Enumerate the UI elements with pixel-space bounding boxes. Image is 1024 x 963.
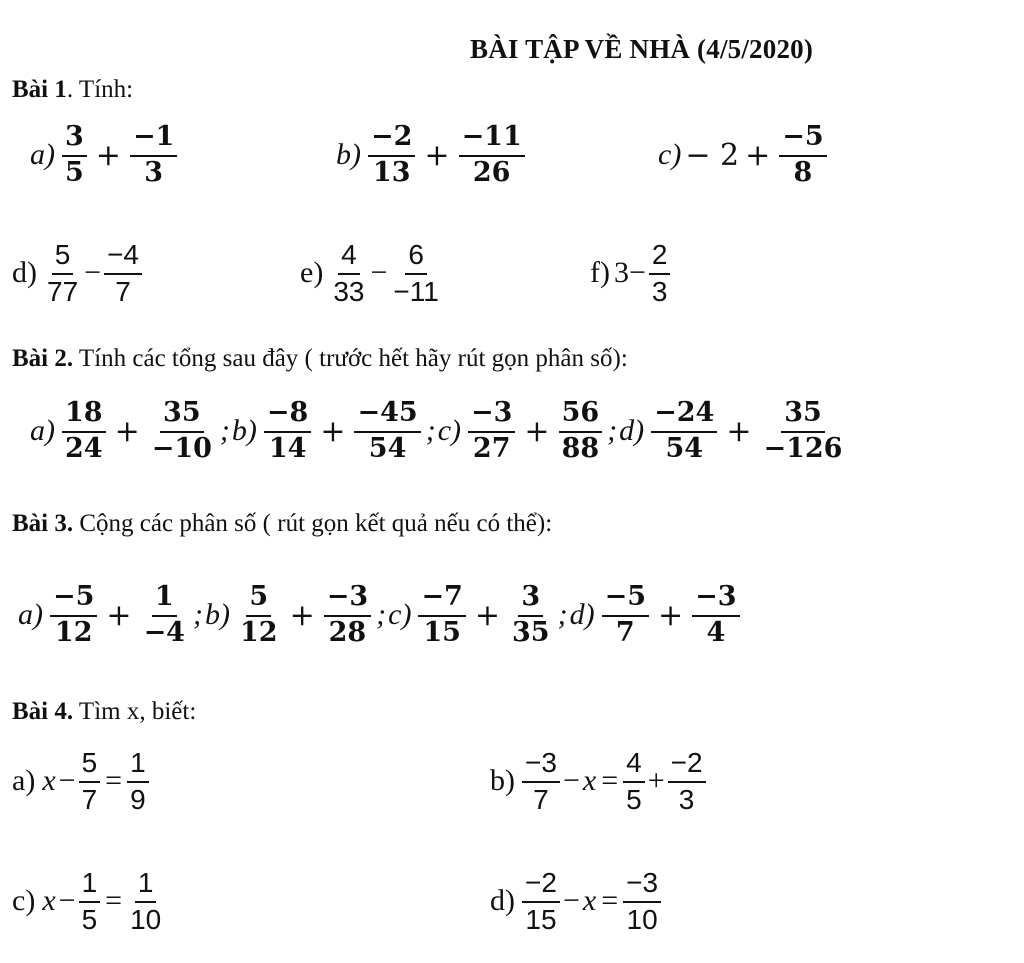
equals-sign: = — [105, 884, 123, 917]
item-label: c) — [658, 138, 682, 171]
bai4-row-1 — [0, 736, 1024, 826]
item-label: a) — [30, 414, 55, 447]
item-label: d) — [619, 414, 645, 447]
item-label: b) — [336, 138, 361, 171]
operator: + — [424, 137, 450, 173]
numerator: −3 — [623, 868, 661, 902]
operator: + — [106, 597, 132, 633]
bai2-heading-number: Bài 2. — [12, 345, 74, 372]
denominator: 15 — [525, 903, 557, 935]
numerator: 56 — [559, 399, 603, 432]
operator: − — [562, 764, 580, 797]
numerator: −45 — [354, 399, 420, 432]
denominator: 12 — [239, 616, 278, 648]
fraction — [62, 399, 106, 463]
bai2-expression — [30, 386, 848, 476]
numerator: −3 — [522, 748, 560, 782]
denominator: −4 — [143, 616, 185, 648]
fraction — [127, 868, 164, 934]
operator: + — [745, 137, 771, 173]
operator: + — [289, 597, 315, 633]
numerator: −3 — [468, 399, 515, 432]
fraction — [468, 399, 515, 463]
denominator: 3 — [651, 275, 668, 307]
fraction — [130, 123, 177, 187]
fraction — [324, 583, 371, 647]
fraction — [692, 583, 739, 647]
operator: + — [114, 413, 140, 449]
bai4-heading — [12, 698, 196, 726]
numerator: 4 — [623, 748, 645, 782]
denominator: −11 — [393, 275, 439, 307]
fraction — [760, 399, 845, 463]
bai4-item-d — [490, 856, 664, 946]
fraction — [418, 583, 465, 647]
operator: − — [58, 884, 76, 917]
fraction — [44, 240, 81, 306]
fraction — [602, 583, 649, 647]
numerator: −8 — [264, 399, 311, 432]
fraction — [623, 868, 661, 934]
equals-sign: = — [601, 884, 619, 917]
denominator: 14 — [268, 432, 307, 464]
item-label: b) — [490, 764, 515, 797]
numerator: 2 — [649, 240, 671, 274]
bai1-item-b — [336, 110, 528, 200]
numerator: 6 — [405, 240, 427, 274]
fraction — [264, 399, 311, 463]
denominator: 33 — [333, 275, 365, 307]
item-label: d) — [490, 884, 515, 917]
numerator: 5 — [52, 240, 74, 274]
separator: ; — [557, 598, 568, 631]
separator: ; — [607, 414, 618, 447]
fraction — [79, 748, 101, 814]
denominator: 54 — [368, 432, 407, 464]
numerator: −3 — [692, 583, 739, 616]
operator: + — [658, 597, 684, 633]
bai3-row — [0, 570, 1024, 660]
numerator: −24 — [651, 399, 717, 432]
numerator: −3 — [324, 583, 371, 616]
denominator: 88 — [561, 432, 600, 464]
operator: − — [562, 884, 580, 917]
bai2-heading-text: Tính các tổng sau đây ( trước hết hãy rút gọn phân số): — [73, 345, 628, 372]
fraction — [149, 399, 215, 463]
denominator: 27 — [472, 432, 511, 464]
item-label: b) — [204, 598, 230, 631]
bai4-row-2 — [0, 856, 1024, 946]
numerator: −7 — [418, 583, 465, 616]
denominator: 4 — [706, 616, 726, 648]
numerator: 35 — [781, 399, 825, 432]
numerator: −1 — [130, 123, 177, 156]
numerator: −4 — [104, 240, 142, 274]
item-label: d) — [569, 598, 595, 631]
fraction — [779, 123, 826, 187]
bai1-item-a — [30, 110, 180, 200]
numerator: 1 — [152, 583, 177, 616]
numerator: −2 — [368, 123, 415, 156]
item-label: c) — [12, 884, 36, 917]
bai1-row-1 — [0, 110, 1024, 200]
variable: x — [42, 884, 56, 917]
item-label: a) — [12, 764, 36, 797]
fraction — [623, 748, 645, 814]
denominator: 8 — [793, 156, 813, 188]
operator: + — [320, 413, 346, 449]
bai1-item-c — [658, 110, 830, 200]
numerator: 3 — [518, 583, 543, 616]
item-label: e) — [300, 256, 324, 289]
fraction — [459, 123, 525, 187]
item-label: c) — [388, 598, 412, 631]
fraction — [79, 868, 101, 934]
bai1-item-f — [590, 228, 673, 318]
item-label: f) — [590, 256, 610, 289]
denominator: 3 — [144, 156, 164, 188]
denominator: 54 — [665, 432, 704, 464]
denominator: 13 — [372, 156, 411, 188]
separator: ; — [376, 598, 387, 631]
numerator: −5 — [602, 583, 649, 616]
denominator: 77 — [47, 275, 79, 307]
numerator: −2 — [522, 868, 560, 902]
fraction — [62, 123, 87, 187]
fraction — [651, 399, 717, 463]
bai4-item-b — [490, 736, 709, 826]
denominator: −10 — [151, 432, 212, 464]
operator: − — [58, 764, 76, 797]
denominator: 15 — [423, 616, 461, 648]
lead-term: 3 — [613, 256, 629, 289]
variable: x — [582, 884, 597, 917]
fraction — [509, 583, 553, 647]
bai3-expression — [18, 570, 743, 660]
item-label: d) — [12, 256, 37, 289]
bai3-heading-number: Bài 3. — [12, 510, 74, 537]
numerator: 5 — [246, 583, 271, 616]
fraction — [104, 240, 142, 306]
denominator: 35 — [512, 616, 550, 648]
item-label: a) — [18, 598, 43, 631]
bai1-row-2 — [0, 228, 1024, 318]
numerator: 5 — [79, 748, 101, 782]
separator: ; — [219, 414, 230, 447]
bai2-heading — [12, 345, 628, 373]
denominator: 7 — [81, 783, 98, 815]
numerator: 35 — [160, 399, 204, 432]
bai4-heading-number: Bài 4. — [12, 698, 74, 725]
denominator: 5 — [81, 903, 98, 935]
denominator: 24 — [65, 432, 103, 464]
bai1-item-e — [300, 228, 445, 318]
denominator: 5 — [626, 783, 642, 815]
item-label: c) — [437, 414, 461, 447]
numerator: 1 — [79, 868, 101, 902]
denominator: 26 — [472, 156, 511, 188]
denominator: 7 — [115, 275, 131, 307]
fraction — [354, 399, 420, 463]
lead-term: − 2 — [685, 137, 740, 173]
operator: − — [628, 256, 646, 289]
fraction — [368, 123, 415, 187]
separator: ; — [192, 598, 203, 631]
bai1-heading-text: . Tính: — [66, 76, 134, 103]
denominator: 7 — [533, 783, 549, 815]
bai4-item-a — [12, 736, 152, 826]
denominator: 3 — [678, 783, 695, 815]
fraction — [330, 240, 367, 306]
fraction — [649, 240, 671, 306]
fraction — [390, 240, 441, 306]
operator: + — [474, 597, 500, 633]
bai2-row — [0, 386, 1024, 476]
item-label: a) — [30, 138, 55, 171]
numerator: −5 — [50, 583, 97, 616]
fraction — [522, 868, 560, 934]
numerator: −11 — [459, 123, 525, 156]
equals-sign: = — [601, 764, 619, 797]
bai4-item-c — [12, 856, 167, 946]
operator: + — [524, 413, 550, 449]
fraction — [668, 748, 706, 814]
fraction — [127, 748, 149, 814]
variable: x — [582, 764, 597, 797]
denominator: −126 — [763, 432, 843, 464]
separator: ; — [425, 414, 436, 447]
operator: + — [726, 413, 752, 449]
fraction — [50, 583, 97, 647]
bai1-item-d — [12, 228, 145, 318]
numerator: 4 — [338, 240, 360, 274]
item-label: b) — [231, 414, 257, 447]
variable: x — [42, 764, 56, 797]
operator: − — [84, 256, 102, 289]
numerator: −5 — [779, 123, 826, 156]
page-title: BÀI TẬP VỀ NHÀ (4/5/2020) — [470, 34, 814, 64]
bai1-heading-number: Bài 1 — [12, 76, 67, 103]
operator: + — [95, 137, 121, 173]
numerator: −2 — [668, 748, 706, 782]
bai1-heading — [12, 76, 133, 104]
denominator: 10 — [130, 903, 162, 935]
equals-sign: = — [105, 764, 123, 797]
denominator: 7 — [615, 616, 635, 648]
numerator: 18 — [62, 399, 106, 432]
fraction — [559, 399, 603, 463]
numerator: 3 — [62, 123, 87, 156]
bai3-heading-text: Cộng các phân số ( rút gọn kết quả nếu có thể): — [73, 510, 553, 537]
operator: − — [370, 256, 388, 289]
denominator: 12 — [54, 616, 93, 648]
fraction — [141, 583, 188, 647]
denominator: 5 — [65, 156, 84, 188]
bai4-heading-text: Tìm x, biết: — [73, 698, 197, 725]
fraction — [522, 748, 560, 814]
numerator: 1 — [127, 748, 149, 782]
denominator: 10 — [626, 903, 658, 935]
operator: + — [647, 764, 665, 797]
denominator: 28 — [328, 616, 367, 648]
fraction — [237, 583, 281, 647]
denominator: 9 — [130, 783, 146, 815]
numerator: 1 — [135, 868, 157, 902]
bai3-heading — [12, 510, 552, 538]
